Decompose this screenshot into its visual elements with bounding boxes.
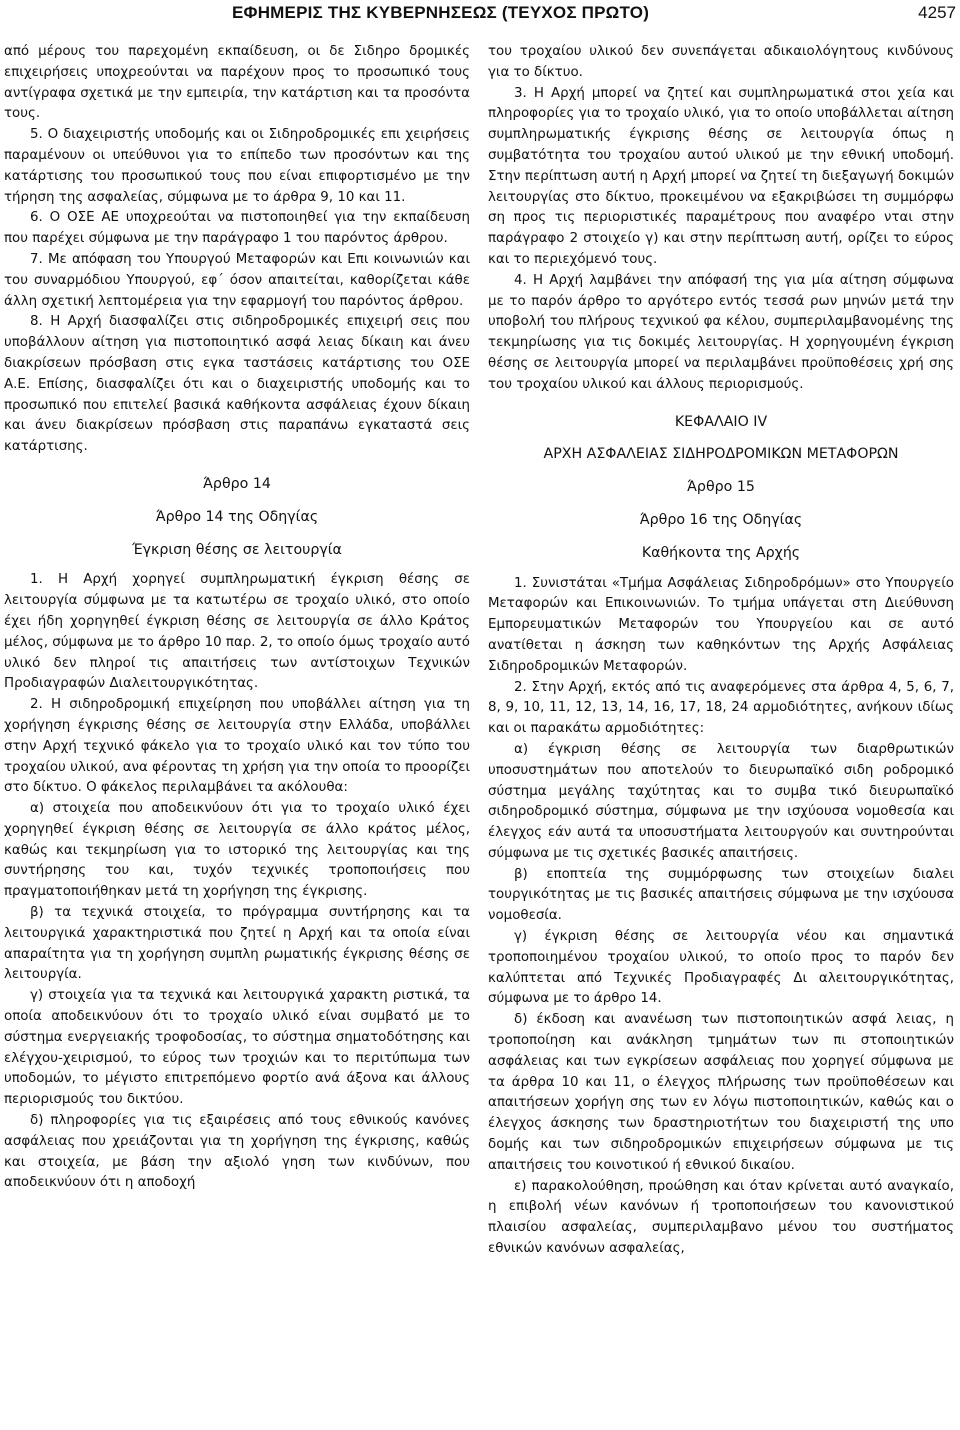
article-14-item-b: β) τα τεχνικά στοιχεία, το πρόγραμμα συντήρησης και τα λειτουργικά χαρακτηριστικά που ζητεί η Αρχή και τα οποία είναι απαραίτητα για τη χορήγηση συμπλη ρωματικής έγκρισης θέσης σε λειτουργία. [4, 905, 470, 983]
paragraph-continued: από μέρους του παρεχομένη εκπαίδευση, οι δε Σιδηρο δρομικές επιχειρήσεις υποχρεούνται να παρέχουν προς το προσωπικό τους αντίγραφα σχετικά με την εμπειρία, την κατάρτιση και τα προσόντα τους. [4, 44, 470, 122]
chapter-heading: ΚΕΦΑΛΑΙΟ IV [674, 413, 768, 430]
article-heading-15: Άρθρο 15 [687, 479, 755, 496]
article-15-paragraph-1: 1. Συνιστάται «Τμήμα Ασφάλειας Σιδηροδρόμων» στο Υπουργείο Μεταφορών και Επικοινωνιών. Το τμήμα υπάγεται στη Διεύθυνση Εμπορευματικών Μεταφορών του Υπουργείου και σε αυτό ανατίθεται η άσκηση των καθηκόντων της Αρχής Ασφάλειας Σιδηροδρομικών Μεταφορών. [488, 575, 954, 674]
article-15-directive-heading: Άρθρο 16 της Οδηγίας [639, 511, 803, 528]
article-14-paragraph-2: 2. Η σιδηροδρομική επιχείρηση που υποβάλλει αίτηση για τη χορήγηση έγκρισης θέσης σε λειτουργία στην Ελλάδα, υποβάλλει στην Αρχή τεχνικό φάκελο για το τροχαίο υλικό και τον τύπο του τροχαίου υλικού, ανα φέροντας τη χρήση για την οποία το προορίζει στο δίκτυο. Ο φάκελος περιλαμβάνει τα ακόλουθα: [4, 697, 470, 796]
article-15-item-e: ε) παρακολούθηση, προώθηση και όταν κρίνεται αυτό αναγκαίο, η επιβολή νέων κανόνων ή τροποποιήσεων του κανονιστικού πλαισίου ασφαλείας, συμπεριλαμβανο μένου του συστήματος εθνικών κανόνων ασφαλείας, [488, 1178, 954, 1257]
paragraph-continued-right: του τροχαίου υλικού δεν συνεπάγεται αδικαιολόγητους κινδύνους για το δίκτυο. [488, 44, 954, 80]
gazette-title: ΕΦΗΜΕΡΙΣ ΤΗΣ ΚΥΒΕΡΝΗΣΕΩΣ (ΤΕΥΧΟΣ ΠΡΩΤΟ) [232, 3, 650, 22]
article-directive-heading: Άρθρο 14 της Οδηγίας [155, 508, 319, 525]
chapter-title: ΑΡΧΗ ΑΣΦΑΛΕΙΑΣ ΣΙΔΗΡΟΔΡΟΜΙΚΩΝ ΜΕΤΑΦΟΡΩΝ [543, 446, 899, 463]
article-14-paragraph-3: 3. Η Αρχή μπορεί να ζητεί και συμπληρωματικά στοι χεία και πληροφορίες για το τροχαίο υλικό, για το οποίο υποβάλλεται αίτηση συμπληρωματικής έγκρισης θέσης σε λειτουργία όπως η συμβατότητα του τροχαίου αυτού υλικού με την εθνική υποδομή. Στην περίπτωση αυτή η Αρχή μπορεί να ζητεί τη διεξαγωγή δοκιμών λειτουργίας στο δίκτυο, προκειμένου να εξακριβώσει τη συμμόρφω ση προς τις περιοριστικές παραμέτρους που αναφέρο νται στην παράγραφο 2 στοιχείο γ) και στην περίπτωση αυτή, ορίζει το εύρος και το περιεχόμενό τους. [488, 85, 954, 267]
article-15-item-d: δ) έκδοση και ανανέωση των πιστοποιητικών ασφά λειας, η τροποποίηση και ανάκληση τμημάτων των πι στοποιητικών ασφάλειας και των εγκρίσεων ασφάλειας που χορηγεί σύμφωνα με τα άρθρα 10 και 11, ο έλεγχος πλήρωσης των προϋποθέσεων και απαιτήσεων χορήγη σης των εν λόγω πιστοποιητικών, καθώς και ο έλεγχος άσκησης των δραστηριοτήτων του διαχειριστή της υπο δομής και των σιδηροδρομικών επιχειρήσεων σύμφωνα με τις απαιτήσεις του κοινοτικού ή εθνικού δικαίου. [488, 1012, 954, 1173]
page-number: 4257 [918, 3, 956, 22]
article-14-item-a: α) στοιχεία που αποδεικνύουν ότι για το τροχαίο υλικό έχει χορηγηθεί έγκριση θέσης σε λειτουργία σε άλλο κράτος μέλος, καθώς και τεκμηρίωση για το ιστορικό της λειτουργίας και της συντήρησης του και, τυχόν τεχνικές τροποποιήσεις που πραγματοποιήθηκαν μετά τη χορήγηση της έγκρισης. [4, 801, 470, 900]
article-15-item-c: γ) έγκριση θέσης σε λειτουργία νέου και σημαντικά τροποποιημένου τροχαίου υλικού, το οποίο προς το παρόν δεν καλύπτεται από Τεχνικές Προδιαγραφές Δι αλειτουργικότητας, σύμφωνα με το άρθρο 14. [488, 929, 954, 1007]
left-column [4, 42, 470, 1194]
article-title: Έγκριση θέσης σε λειτουργία [132, 541, 342, 558]
paragraph-5: 5. Ο διαχειριστής υποδομής και οι Σιδηροδρομικές επι χειρήσεις παραμένουν οι υπεύθυνοι για το επίπεδο των προσόντων και της κατάρτισης του προσωπικού τους που είναι επιφορτισμένο με την τήρηση της ασφαλείας, σύμφωνα με το άρθρα 9, 10 και 11. [4, 127, 470, 205]
article-15-item-b: β) εποπτεία της συμμόρφωσης των στοιχείων διαλει τουργικότητας με τις βασικές απαιτήσεις σύμφωνα με την ισχύουσα νομοθεσία. [488, 866, 954, 924]
paragraph-6: 6. Ο ΟΣΕ ΑΕ υποχρεούται να πιστοποιηθεί για την εκπαίδευση που παρέχει σύμφωνα με την παράγραφο 1 του παρόντος άρθρου. [4, 210, 470, 247]
article-heading: Άρθρο 14 [203, 475, 271, 492]
article-15-item-a: α) έγκριση θέσης σε λειτουργία των διαρθρωτικών υποσυστημάτων που αποτελούν το διευρωπαϊκό σιδη ροδρομικό σύστημα μεγάλης ταχύτητας και το συμβα τικό διευρωπαϊκό σιδηροδρομικό σύστημα, σύμφωνα με την ισχύουσα νομοθεσία και έλεγχος εάν αυτά τα υποσυστήματα λειτουργούν και συντηρούνται σύμφωνα με τις σχετικές βασικές απαιτήσεις. [488, 741, 954, 861]
article-14-paragraph-1: 1. Η Αρχή χορηγεί συμπληρωματική έγκριση θέσης σε λειτουργία σύμφωνα με τα κατωτέρω σε τροχαίο υλικό, στο οποίο έχει ήδη χορηγηθεί έγκριση θέσης σε λειτουργία σε άλλο Κράτος μέλος, σύμφωνα με το άρθρο 10 παρ. 2, το οποίο όμως τροχαίο αυτό υλικό δεν πληροί τις απαιτήσεις των αντίστοιχων Τεχνικών Προδιαγραφών Διαλειτουργικότητας. [4, 572, 470, 692]
article-14-item-d: δ) πληροφορίες για τις εξαιρέσεις από τους εθνικούς κανόνες ασφάλειας που χρειάζονται για τη χορήγηση της έγκρισης, καθώς και στοιχεία, με βάση την αξιολό γηση των κινδύνων, που αποδεικνύουν ότι η αποδοχή [4, 1113, 470, 1191]
paragraph-7: 7. Με απόφαση του Υπουργού Μεταφορών και Επι κοινωνιών και του συναρμόδιου Υπουργού, εφ΄ όσον απαιτείται, καθορίζεται κάθε άλλη σχετική λεπτομέρεια για την εφαρμογή του παρόντος άρθρου. [4, 251, 470, 309]
article-15-title: Καθήκοντα της Αρχής [641, 544, 801, 561]
paragraph-8: 8. Η Αρχή διασφαλίζει στις σιδηροδρομικές επιχειρή σεις που υποβάλλουν αίτηση για πιστοποιητικό ασφά λειας δίκαιη και άνευ διακρίσεων πρόσβαση στις εγκα ταστάσεις κατάρτισης του ΟΣΕ Α.Ε. Επίσης, διασφαλίζει ότι και ο διαχειριστής υποδομής και το προσωπικό που επιτελεί βασικά καθήκοντα ασφάλειας έχουν δίκαιη και άνευ διακρίσεων πρόσβαση στις παραπάνω εγκαταστά σεις κατάρτισης. [4, 314, 470, 455]
page-header [0, 0, 960, 28]
article-14-item-c: γ) στοιχεία για τα τεχνικά και λειτουργικά χαρακτη ριστικά, τα οποία αποδεικνύουν ότι το τροχαίο υλικό είναι συμβατό με το σύστημα ενεργειακής τροφοδοσίας, το σύστημα σηματοδότησης και ελέγχου-χειρισμού, το εύρος των τροχιών και το περιτύπωμα των υποδομών, το μέγιστο επιτρεπόμενο φορτίο ανά άξονα και άλλους περιορισμούς του δικτύου. [4, 988, 470, 1108]
article-15-paragraph-2: 2. Στην Αρχή, εκτός από τις αναφερόμενες στα άρθρα 4, 5, 6, 7, 8, 9, 10, 11, 12, 13, 14, 16, 17, 18, 24 αρμοδιότητες, ανήκουν ιδίως και οι παρακάτω αρμοδιότητες: [488, 679, 954, 737]
article-14-paragraph-4: 4. Η Αρχή λαμβάνει την απόφασή της για μία αίτηση σύμφωνα με το παρόν άρθρο το αργότερο εντός τεσσά ρων μηνών μετά την υποβολή του πλήρους τεχνικού φα κέλου, συμπεριλαμβανομένης της τεκμηρίωσης για τις δοκιμές λειτουργίας. Η χορηγουμένη έγκριση θέσης σε λειτουργία μπορεί να περιλαμβάνει προϋποθέσεις χρή σης του τροχαίου υλικού και άλλους περιορισμούς. [488, 272, 954, 392]
right-column [488, 42, 954, 1260]
